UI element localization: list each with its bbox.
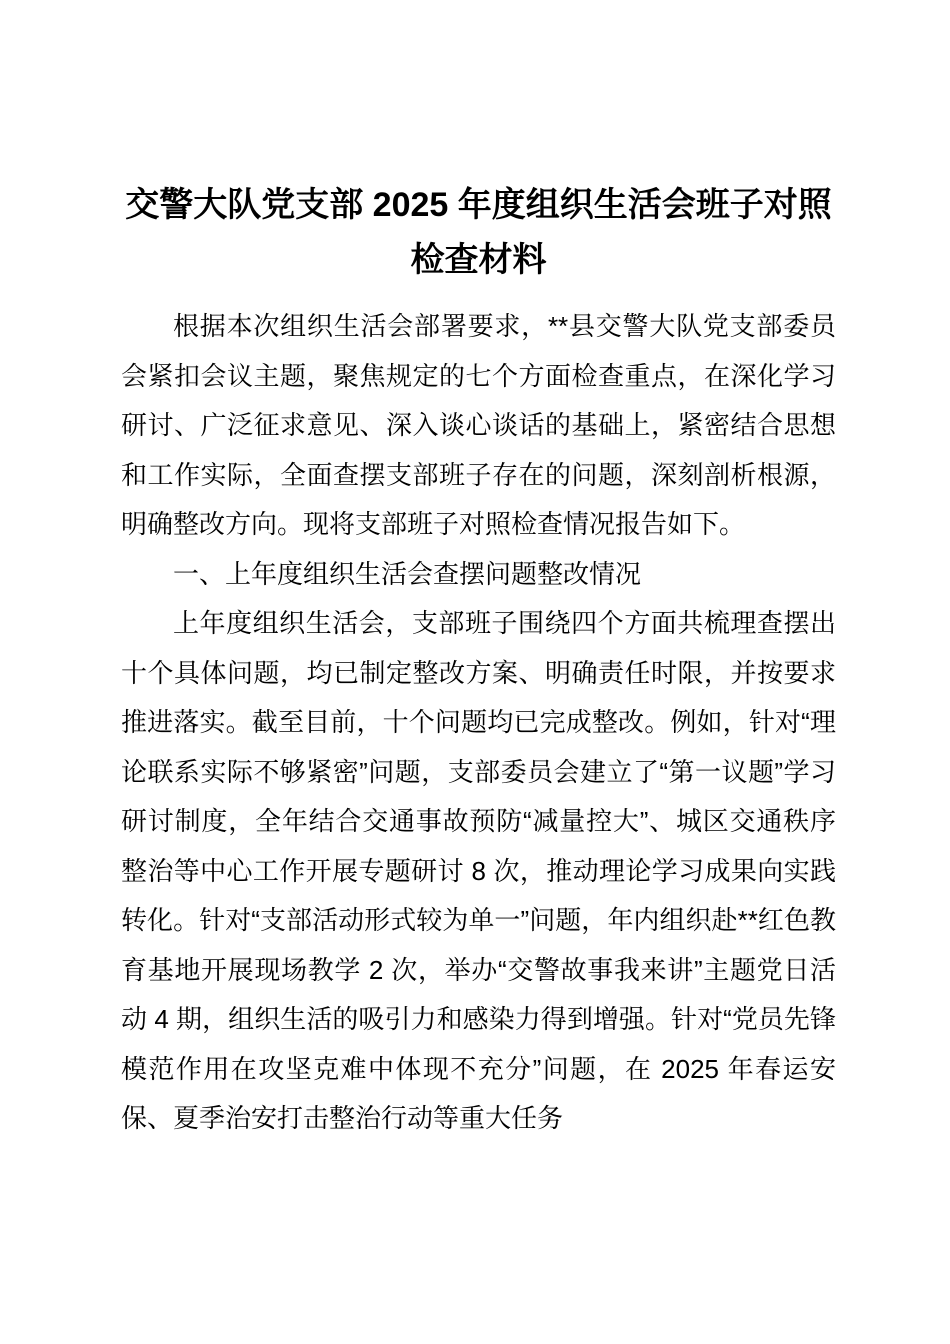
document-title: 交警大队党支部 2025 年度组织生活会班子对照检查材料 <box>125 186 832 279</box>
paragraph-intro: 根据本次组织生活会部署要求，**县交警大队党支部委员会紧扣会议主题，聚焦规定的七个方面检查重点，在深化学习研讨、广泛征求意见、深入谈心谈话的基础上，紧密结合思想和工作实际，全面查摆支部班子存在的问题，深刻剖析根源，明确整改方向。现将支部班子对照检查情况报告如下。 <box>121 311 836 539</box>
paragraph-section-1-body: 上年度组织生活会，支部班子围绕四个方面共梳理查摆出十个具体问题，均已制定整改方案、明确责任时限，并按要求推进落实。截至目前，十个问题均已完成整改。例如，针对“理论联系实际不够紧密”问题，支部委员会建立了“第一议题”学习研讨制度，全年结合交通事故预防“减量控大”、城区交通秩序整治等中心工作开展专题研讨 8 次，推动理论学习成果向实践转化。针对“支部活动形式较为单一”问题，年内组织赴**红色教育基地开展现场教学 2 次，举办“交警故事我来讲”主题党日活动 4 期，组织生活的吸引力和感染力得到增强。针对“党员先锋模范作用在攻坚克难中体现不充分”问题，在 2025 年春运安保、夏季治安打击整治行动等重大任务 <box>121 608 836 1133</box>
section-heading-1: 一、上年度组织生活会查摆问题整改情况 <box>173 558 642 589</box>
